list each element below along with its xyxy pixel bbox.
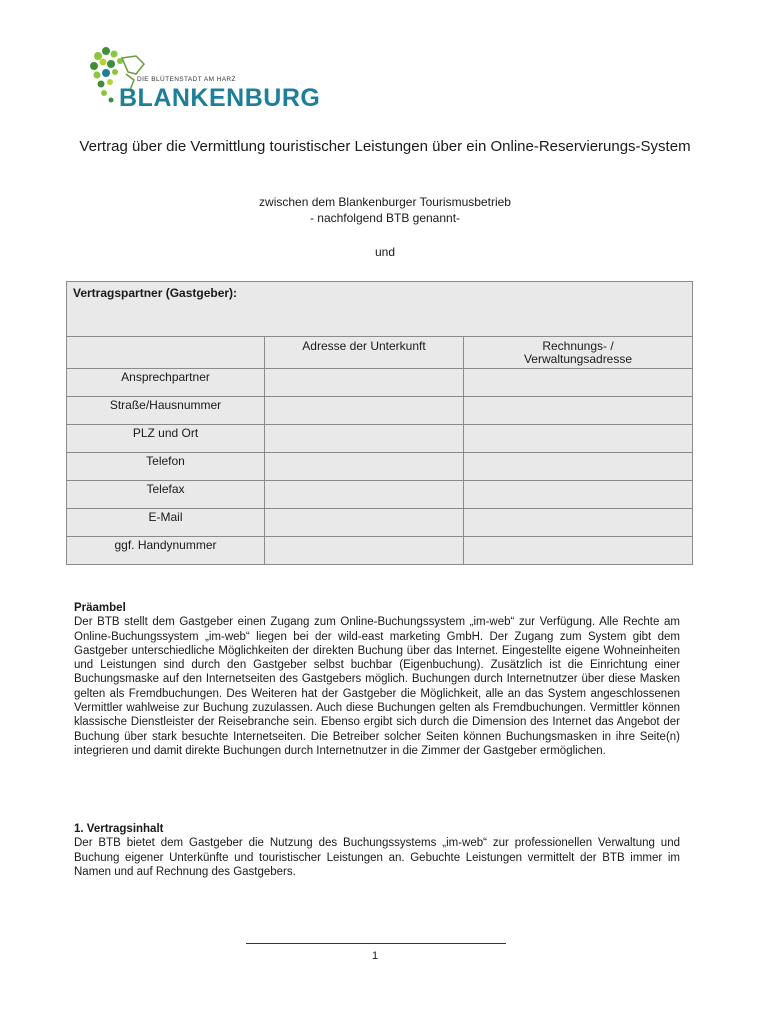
address-field[interactable] — [265, 425, 464, 453]
row-label: E-Mail — [67, 509, 265, 537]
header-billing — [464, 337, 693, 369]
preamble-section — [74, 601, 680, 758]
between-text: zwischen dem Blankenburger Tourismusbetrieb — [259, 195, 511, 209]
header-address: Adresse der Unterkunft — [265, 337, 464, 369]
address-field[interactable] — [265, 397, 464, 425]
row-label: Telefax — [67, 481, 265, 509]
row-label: Ansprechpartner — [67, 369, 265, 397]
billing-field[interactable] — [464, 537, 693, 565]
address-field[interactable] — [265, 537, 464, 565]
between-note: - nachfolgend BTB genannt- — [309, 211, 461, 225]
partner-heading: Vertragspartner (Gastgeber): — [67, 282, 693, 337]
row-label: Straße/Hausnummer — [67, 397, 265, 425]
section-1-heading: 1. Vertragsinhalt — [74, 823, 164, 835]
address-field[interactable] — [265, 369, 464, 397]
row-label: PLZ und Ort — [67, 425, 265, 453]
contract-title: Vertrag über die Vermittlung touristischer Leistungen über ein Online-Reservierungs-System — [79, 138, 691, 155]
section-1-text: Der BTB bietet dem Gastgeber die Nutzung des Buchungssystems „im-web“ zur professionellen Verwaltung und Buchung eigener Unterkünfte und touristischer Leistungen an. Gebuchte Leistungen vermittelt der BTB immer im Namen und auf Rechnung des Gastgebers. — [74, 837, 680, 878]
address-field[interactable] — [265, 481, 464, 509]
partner-table — [66, 281, 693, 565]
billing-field[interactable] — [464, 509, 693, 537]
page-number: 1 — [371, 950, 379, 962]
header-billing-line2: Verwaltungsadresse — [523, 352, 633, 366]
preamble-text: Der BTB stellt dem Gastgeber einen Zugang zum Online-Buchungssystem „im-web“ zur Verfügung. Alle Rechte am Online-Buchungssystem „im-web“ liegen bei der wild-east marketing GmbH. Der Zugang zum System gibt dem Gastgeber unterschiedliche Möglichkeiten der direkten Buchung über das Internet. Eingestellte eigene Wohneinheiten und Leistungen sind durch den Gastgeber selbst buchbar (Eigenbuchung). Zusätzlich ist die Einrichtung einer Buchungsmaske auf den Internetseiten des Gastgebers möglich. Buchungen durch Internetnutzer über diese Masken gelten als Fremdbuchungen. Des Weiteren hat der Gastgeber die Möglichkeit, alle an das System angeschlossenen Vermittler wahlweise zur Buchung zuzulassen. Auch diese Buchungen gelten als Fremdbuchungen. Vermittler können klassische Dienstleister der Reisebranche sein. Ebenso ergibt sich durch die Dimension des Internet das Angebot der Buchung über stark besuchte Internetseiten. Die Betreiber solcher Seiten können Buchungsmasken in ihre Seite(n) integrieren und damit direkte Buchungen durch Internetnutzer in die Zimmer der Gastgeber ermöglichen. — [74, 616, 680, 757]
address-field[interactable] — [265, 453, 464, 481]
billing-field[interactable] — [464, 425, 693, 453]
address-field[interactable] — [265, 509, 464, 537]
billing-field[interactable] — [464, 369, 693, 397]
billing-field[interactable] — [464, 453, 693, 481]
header-empty-cell — [67, 337, 265, 369]
billing-field[interactable] — [464, 481, 693, 509]
section-1 — [74, 822, 680, 879]
footer-divider — [246, 943, 506, 944]
preamble-heading: Präambel — [74, 602, 126, 614]
logo-name: BLANKENBURG — [119, 84, 321, 112]
billing-field[interactable] — [464, 397, 693, 425]
header-billing-line1: Rechnungs- / — [542, 339, 614, 353]
row-label: ggf. Handynummer — [67, 537, 265, 565]
and-text: und — [374, 245, 396, 259]
logo-tagline: DIE BLÜTENSTADT AM HARZ — [137, 76, 236, 83]
row-label: Telefon — [67, 453, 265, 481]
